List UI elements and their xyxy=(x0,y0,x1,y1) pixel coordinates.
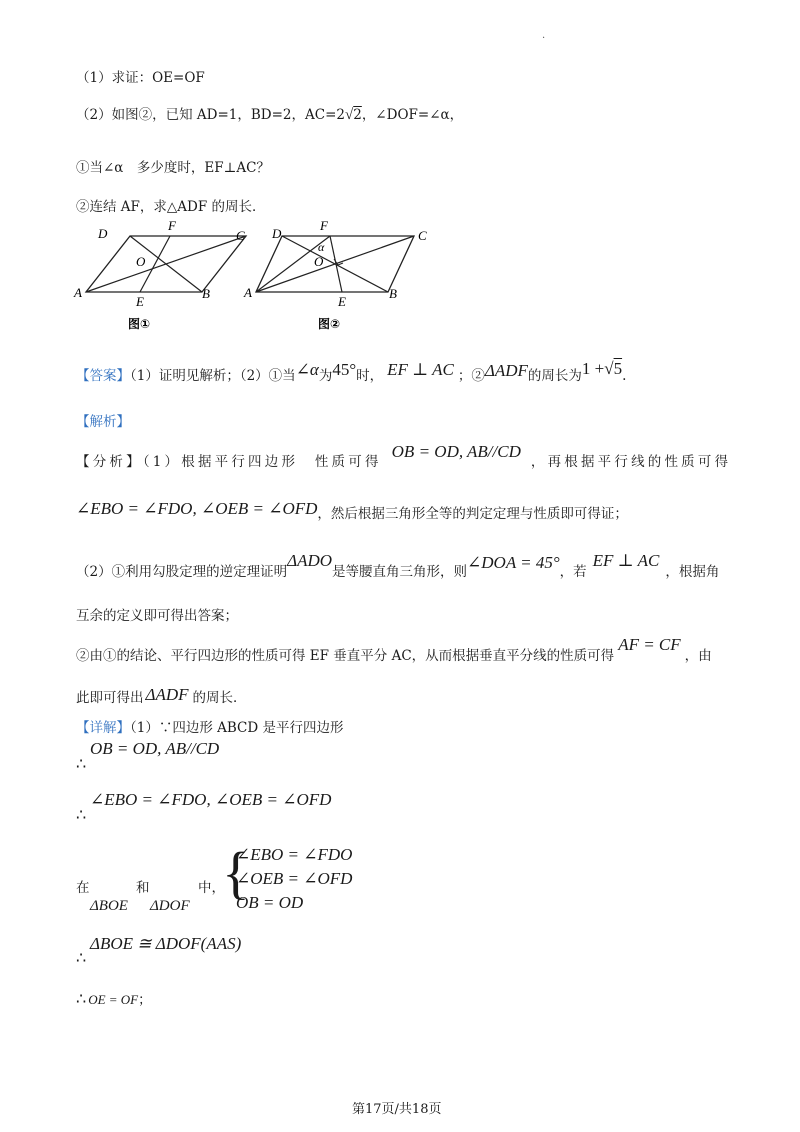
fig2-caption: 图② xyxy=(318,317,341,331)
word-he: 和 xyxy=(136,880,150,896)
answer-tag: 【答案】 xyxy=(76,368,130,384)
therefore-2: ∴ xyxy=(76,805,87,824)
fig2-label-o: O xyxy=(314,254,324,269)
jiexi-tag: 【解析】 xyxy=(76,414,130,430)
fig2-label-c: C xyxy=(418,228,427,243)
fig1-label-c: C xyxy=(236,228,245,243)
fig1-label-d: D xyxy=(98,226,108,241)
question-2-root: 2 xyxy=(353,107,362,123)
system-brace: { xyxy=(222,840,250,905)
system-eq-2: ∠OEB = ∠OFD xyxy=(236,869,353,888)
figure-2 xyxy=(242,218,442,338)
fig1-caption: 图① xyxy=(128,317,151,331)
fig1-label-e: E xyxy=(136,294,144,309)
analysis-line-2: ∠EBO = ∠FDO, ∠OEB = ∠OFD，然后根据三角形全等的判定定理与性质即可得证； xyxy=(76,499,628,522)
page-footer: 第17页/共18页 xyxy=(352,1102,442,1117)
triangle-dof: ΔDOF xyxy=(150,898,190,914)
question-2: （2）如图②，已知 AD=1，BD=2，AC=2√2，∠DOF=∠α， xyxy=(76,107,464,123)
fig1-label-f: F xyxy=(168,218,176,233)
analysis-line-4: 互余的定义即可得出答案； xyxy=(76,608,238,624)
answer-line: 【答案】（1）证明见解析；（2）①当∠α为45°时， EF ⊥ AC ；②ΔADF的周长为1 +√5. xyxy=(76,359,627,384)
question-2-prefix: （2）如图②，已知 AD=1，BD=2，AC=2 xyxy=(76,107,345,123)
triangle-boe: ΔBOE xyxy=(90,898,128,914)
detail-eq-1: OB = OD, AB//CD xyxy=(90,739,220,758)
analysis-line-6: 此即可得出 ΔADF 的周长． xyxy=(76,685,247,706)
fig2-label-a: A xyxy=(244,285,252,300)
fig2-label-e: E xyxy=(338,294,346,309)
detail-eq-3: ΔBOE ≅ ΔDOF(AAS) xyxy=(90,934,242,953)
fig2-label-b: B xyxy=(389,286,397,301)
detail-eq-2: ∠EBO = ∠FDO, ∠OEB = ∠OFD xyxy=(90,790,332,809)
system-eq-3: OB = OD xyxy=(236,893,304,912)
detail-line-1: 【详解】（1）∵四边形 ABCD 是平行四边形 xyxy=(76,720,344,736)
question-1: （1）求证：OE=OF xyxy=(76,70,205,86)
therefore-3: ∴ xyxy=(76,948,87,967)
fig1-label-b: B xyxy=(202,286,210,301)
word-zai: 在 xyxy=(76,880,90,896)
detail-line-last: ∴ OE = OF； xyxy=(76,989,152,1008)
detail-tag: 【详解】 xyxy=(76,720,130,736)
system-eq-1: ∠EBO = ∠FDO xyxy=(236,845,353,864)
analysis-line-5: ②由①的结论、平行四边形的性质可得 EF 垂直平分 AC，从而根据垂直平分线的性质可得AF = CF，由 xyxy=(76,635,712,664)
word-zhong: 中， xyxy=(198,880,225,896)
fig1-label-o: O xyxy=(136,254,146,269)
figure-1 xyxy=(70,218,260,338)
fig2-label-d: D xyxy=(272,226,282,241)
fig2-label-alpha: α xyxy=(318,240,325,254)
fig2-label-f: F xyxy=(320,218,328,233)
top-dot: . xyxy=(542,30,546,41)
therefore-1: ∴ xyxy=(76,754,87,773)
analysis-line-3: （2）①利用勾股定理的逆定理证明ΔADO是等腰直角三角形，则∠DOA = 45°，若EF ⊥ AC，根据角 xyxy=(76,551,720,580)
question-2-suffix: ，∠DOF=∠α， xyxy=(361,107,464,123)
analysis-line-1: 【分析】（1）根据平行四边形 性质可得OB = OD, AB//CD，再根据平行线的性质可得 xyxy=(76,442,732,470)
sub-question-2: ②连结 AF，求△ADF 的周长． xyxy=(76,199,266,215)
sub-question-1: ①当∠α 多少度时，EF⊥AC？ xyxy=(76,160,270,176)
fig1-label-a: A xyxy=(74,285,82,300)
analysis-tag: 【分析】 xyxy=(76,454,143,470)
